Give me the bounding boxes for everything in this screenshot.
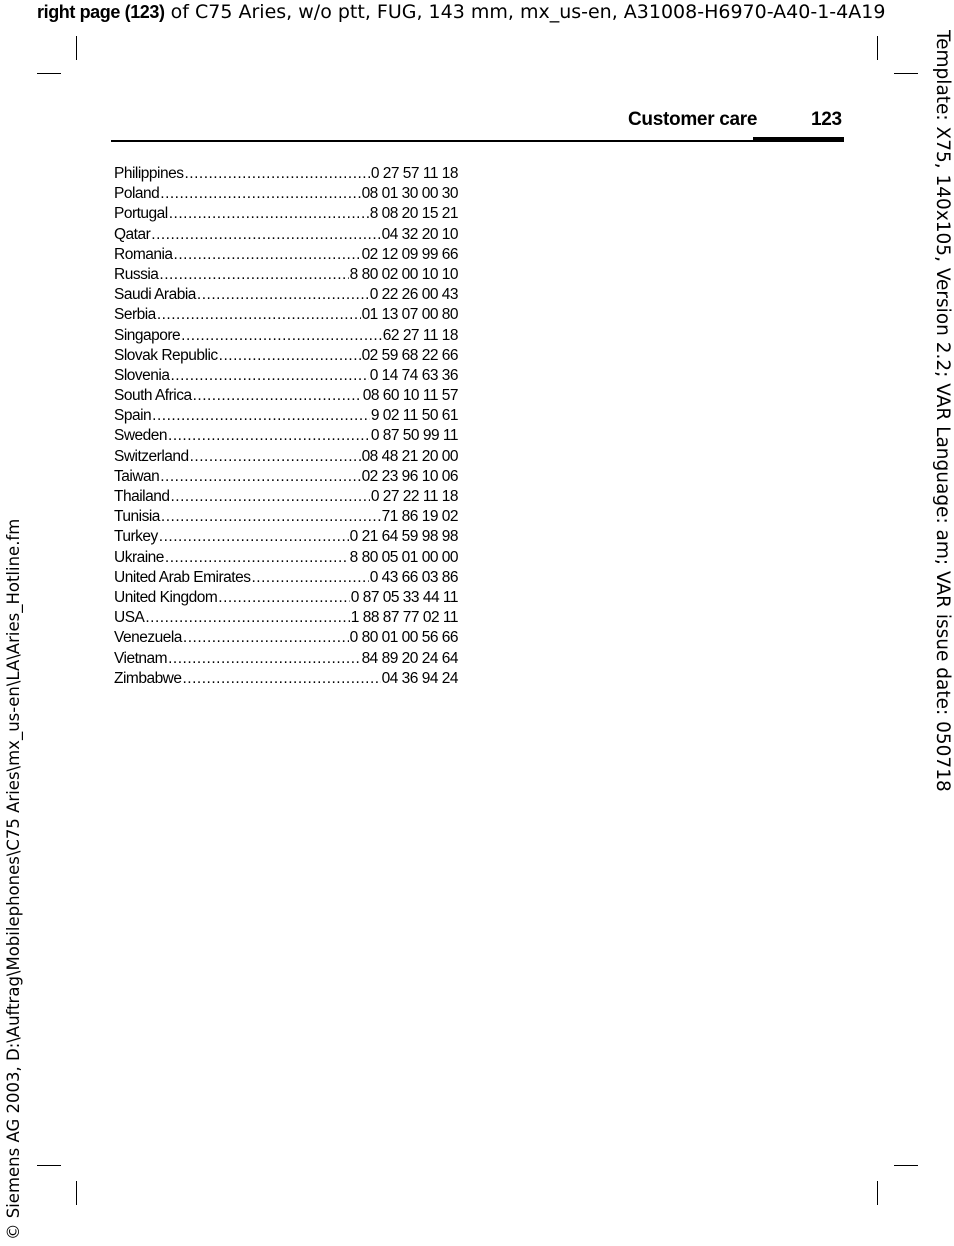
hotline-row <box>114 548 458 568</box>
hotline-row <box>114 204 458 224</box>
header-rule-accent <box>753 137 844 142</box>
hotline-number: 1 88 87 77 02 11 <box>350 609 458 627</box>
dot-leader <box>184 164 369 184</box>
country-name: Spain <box>114 407 152 425</box>
header-rule <box>111 140 753 142</box>
crop-mark <box>877 1181 878 1205</box>
country-name: Venezuela <box>114 629 182 647</box>
print-header-bold: right page (123) <box>37 2 165 22</box>
country-name: Russia <box>114 265 159 283</box>
hotline-number: 02 23 96 10 06 <box>361 467 458 485</box>
crop-mark <box>894 1165 918 1166</box>
dot-leader <box>183 669 381 689</box>
hotline-number: 8 08 20 15 21 <box>369 205 458 223</box>
dot-leader <box>151 225 380 245</box>
dot-leader <box>160 184 360 204</box>
dot-leader <box>174 245 361 265</box>
dot-leader <box>193 386 362 406</box>
crop-mark <box>37 1165 61 1166</box>
hotline-number: 0 87 50 99 11 <box>370 427 458 445</box>
hotline-number: 0 21 64 59 98 98 <box>349 528 458 546</box>
dot-leader <box>157 305 361 325</box>
dot-leader <box>161 507 381 527</box>
dot-leader <box>218 588 349 608</box>
hotline-number: 84 89 20 24 64 <box>361 649 458 667</box>
hotline-number: 8 80 05 01 00 00 <box>349 548 458 566</box>
hotline-row <box>114 225 458 245</box>
hotline-number: 04 32 20 10 <box>381 225 458 243</box>
hotline-number: 0 80 01 00 56 66 <box>349 629 458 647</box>
country-name: Slovak Republic <box>114 346 218 364</box>
hotline-number: 02 12 09 99 66 <box>361 245 458 263</box>
crop-mark <box>877 36 878 60</box>
country-name: Slovenia <box>114 366 170 384</box>
country-name: Sweden <box>114 427 168 445</box>
hotline-row <box>114 326 458 346</box>
template-info-text: Template: X75, 140x105, Version 2.2; VAR Language: am; VAR issue date: 050718 <box>932 30 953 792</box>
hotline-row <box>114 245 458 265</box>
hotline-row <box>114 366 458 386</box>
crop-mark <box>76 1181 77 1205</box>
country-name: United Arab Emirates <box>114 568 251 586</box>
hotline-number: 62 27 11 18 <box>382 326 458 344</box>
hotline-row <box>114 426 458 446</box>
country-name: Zimbabwe <box>114 669 182 687</box>
dot-leader <box>159 527 349 547</box>
hotline-number: 08 60 10 11 57 <box>362 387 458 405</box>
dot-leader <box>190 447 361 467</box>
dot-leader <box>183 628 349 648</box>
hotline-row <box>114 507 458 527</box>
hotline-number: 0 22 26 00 43 <box>369 286 458 304</box>
hotline-number: 04 36 94 24 <box>381 669 458 687</box>
country-name: Singapore <box>114 326 181 344</box>
hotline-number: 01 13 07 00 80 <box>361 306 458 324</box>
hotline-row <box>114 669 458 689</box>
dot-leader <box>152 406 370 426</box>
country-name: Vietnam <box>114 649 168 667</box>
print-header-rest: of C75 Aries, w/o ptt, FUG, 143 mm, mx_us-en, A31008-H6970-A40-1-4A19 <box>164 1 886 23</box>
hotline-row <box>114 184 458 204</box>
dot-leader <box>160 467 360 487</box>
country-name: Tunisia <box>114 508 160 526</box>
hotline-row <box>114 608 458 628</box>
dot-leader <box>219 346 361 366</box>
hotline-number: 0 27 22 11 18 <box>370 488 458 505</box>
hotline-row <box>114 406 458 426</box>
hotline-row <box>114 164 458 184</box>
hotline-list <box>114 164 458 689</box>
hotline-row <box>114 467 458 487</box>
country-name: Ukraine <box>114 548 164 566</box>
hotline-number: 9 02 11 50 61 <box>370 407 458 425</box>
dot-leader <box>159 265 348 285</box>
hotline-number: 0 14 74 63 36 <box>369 366 458 384</box>
dot-leader <box>165 548 349 568</box>
country-name: Poland <box>114 185 160 203</box>
country-name: United Kingdom <box>114 588 218 606</box>
template-info-margin <box>930 30 954 820</box>
hotline-row <box>114 588 458 608</box>
hotline-number: 0 87 05 33 44 11 <box>350 588 458 606</box>
country-name: Portugal <box>114 205 168 223</box>
hotline-row <box>114 628 458 648</box>
hotline-row <box>114 649 458 669</box>
file-path-margin <box>2 515 26 1240</box>
hotline-row <box>114 265 458 285</box>
hotline-number: 8 80 02 00 10 10 <box>349 265 458 283</box>
crop-mark <box>76 36 77 60</box>
dot-leader <box>170 487 369 507</box>
print-header-note <box>37 0 885 24</box>
hotline-row <box>114 346 458 366</box>
dot-leader <box>170 366 368 386</box>
country-name: South Africa <box>114 387 192 405</box>
hotline-number: 0 27 57 11 18 <box>370 165 458 182</box>
hotline-row <box>114 305 458 325</box>
crop-mark <box>894 73 918 74</box>
country-name: Thailand <box>114 488 170 505</box>
country-name: Romania <box>114 245 173 263</box>
dot-leader <box>181 326 382 346</box>
country-name: Qatar <box>114 225 151 243</box>
hotline-number: 71 86 19 02 <box>381 508 458 526</box>
hotline-row <box>114 568 458 588</box>
hotline-number: 02 59 68 22 66 <box>361 346 458 364</box>
hotline-number: 08 48 21 20 00 <box>361 447 458 465</box>
country-name: Turkey <box>114 528 158 546</box>
hotline-row <box>114 487 458 507</box>
dot-leader <box>145 608 349 628</box>
dot-leader <box>197 285 369 305</box>
page-number: 123 <box>811 109 842 130</box>
dot-leader <box>169 204 369 224</box>
file-path-text: © Siemens AG 2003, D:\Auftrag\Mobilephones\C75 Aries\mx_us-en\LA\Aries_Hotline.fm <box>4 518 23 1240</box>
country-name: Saudi Arabia <box>114 286 196 304</box>
dot-leader <box>168 649 360 669</box>
crop-mark <box>37 73 61 74</box>
hotline-row <box>114 527 458 547</box>
country-name: USA <box>114 609 145 627</box>
hotline-number: 08 01 30 00 30 <box>361 185 458 203</box>
hotline-number: 0 43 66 03 86 <box>369 568 458 586</box>
country-name: Philippines <box>114 165 184 182</box>
country-name: Switzerland <box>114 447 189 465</box>
hotline-row <box>114 386 458 406</box>
dot-leader <box>168 426 370 446</box>
hotline-row <box>114 447 458 467</box>
country-name: Serbia <box>114 306 156 324</box>
section-title: Customer care <box>628 109 758 130</box>
dot-leader <box>251 568 368 588</box>
country-name: Taiwan <box>114 467 160 485</box>
hotline-row <box>114 285 458 305</box>
